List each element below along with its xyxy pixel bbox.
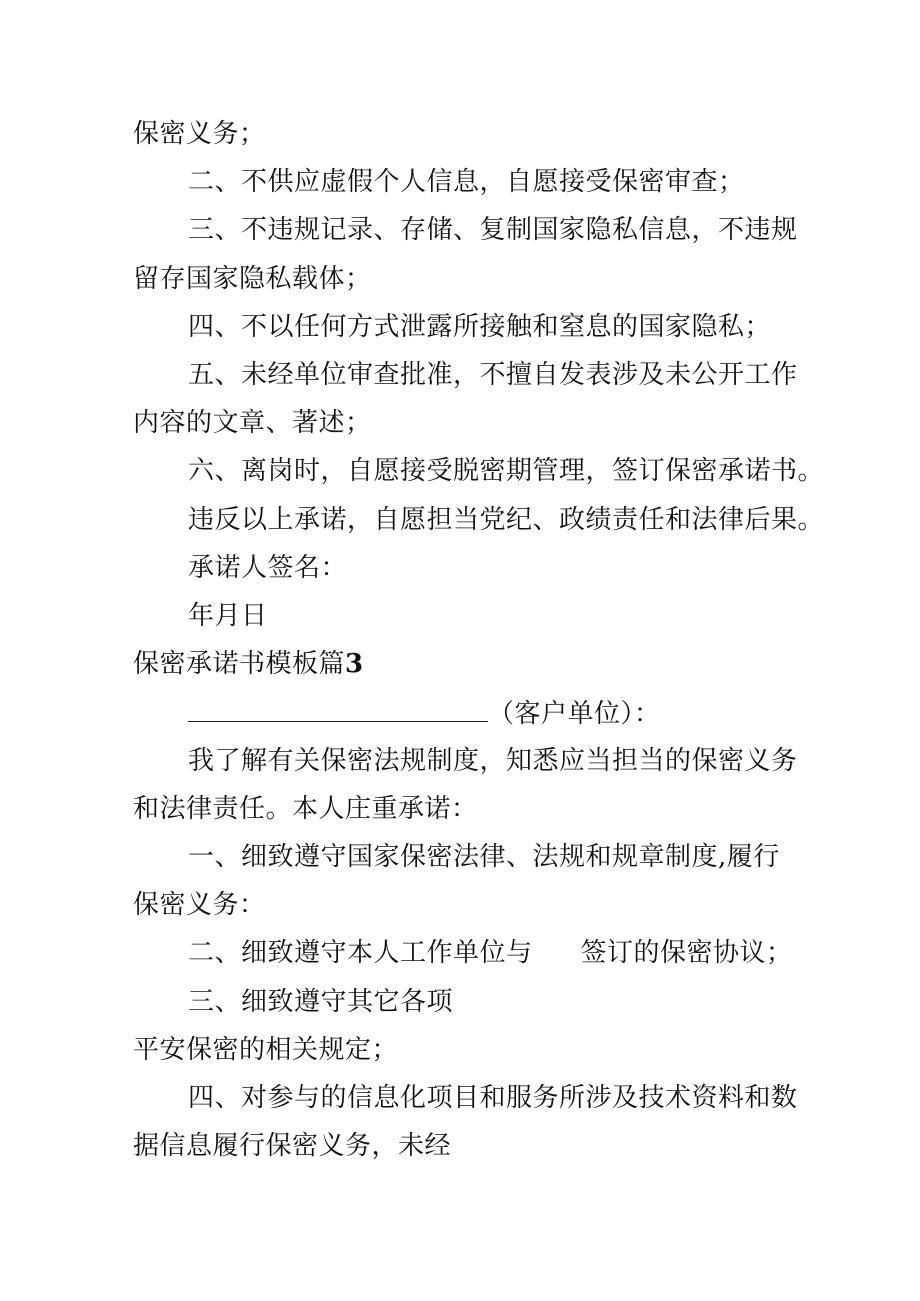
text-line: 平安保密的相关规定； bbox=[133, 1035, 399, 1065]
text-line bbox=[188, 936, 793, 970]
text-line: 内容的文章、著述； bbox=[133, 408, 372, 438]
text-line: 据信息履行保密义务，未经 bbox=[133, 1131, 452, 1161]
text-line: 五、未经单位审查批准，不擅自发表涉及未公开工作 bbox=[188, 360, 798, 390]
text-segment: 二、细致遵守本人工作单位与 bbox=[188, 938, 533, 968]
section-heading-text: 保密承诺书模板篇 bbox=[133, 649, 346, 679]
text-line: 留存国家隐私载体； bbox=[133, 264, 372, 294]
text-line: 保密义务： bbox=[133, 890, 266, 920]
blank-underline bbox=[188, 697, 488, 722]
signature-label: 承诺人签名： bbox=[188, 553, 348, 583]
text-line: 和法律责任。本人庄重承诺： bbox=[133, 794, 478, 824]
text-line: 六、离岗时，自愿接受脱密期管理，签订保密承诺书。 bbox=[188, 456, 825, 486]
text-line: 一、细致遵守国家保密法律、法规和规章制度,履行 bbox=[188, 842, 780, 872]
text-line: 三、细致遵守其它各项 bbox=[188, 987, 454, 1017]
text-line: 三、不违规记录、存储、复制国家隐私信息，不违规 bbox=[188, 215, 798, 245]
text-line: 四、不以任何方式泄露所接触和窒息的国家隐私； bbox=[188, 312, 772, 342]
addressee-line bbox=[188, 697, 661, 731]
addressee-label: （客户单位）： bbox=[488, 699, 661, 729]
section-heading-number: 3 bbox=[345, 649, 364, 679]
text-segment: 签订的保密协议； bbox=[580, 938, 793, 968]
section-heading bbox=[133, 647, 364, 681]
text-line: 保密义务； bbox=[133, 119, 266, 149]
date-label: 年月日 bbox=[188, 601, 268, 631]
text-line: 二、不供应虚假个人信息，自愿接受保密审查； bbox=[188, 167, 745, 197]
text-line: 违反以上承诺，自愿担当党纪、政绩责任和法律后果。 bbox=[188, 505, 825, 535]
text-line: 四、对参与的信息化项目和服务所涉及技术资料和数 bbox=[188, 1083, 798, 1113]
text-line: 我了解有关保密法规制度，知悉应当担当的保密义务 bbox=[188, 746, 798, 776]
